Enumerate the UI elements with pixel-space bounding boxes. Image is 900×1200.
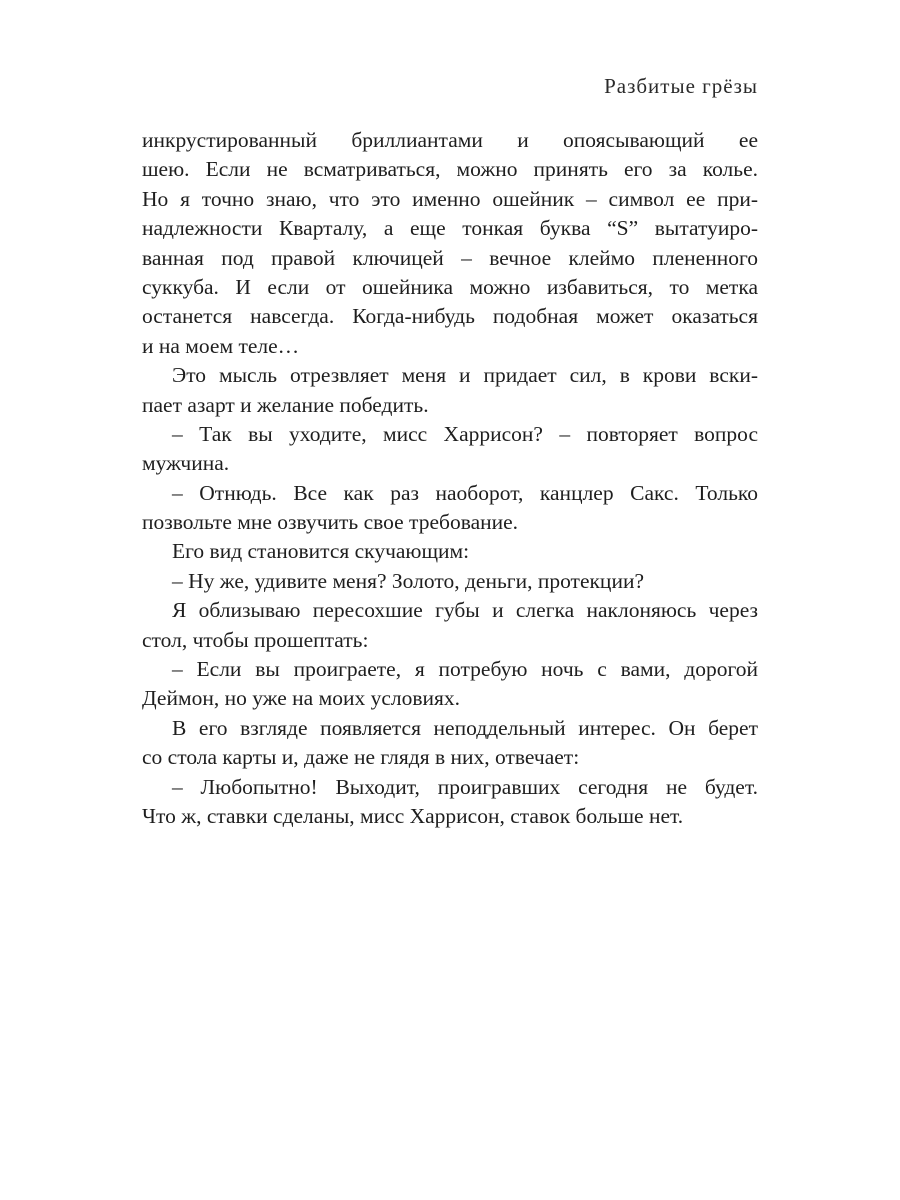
text-line: позвольте мне озвучить свое требование. (142, 510, 519, 535)
text-line: Я облизываю пересохшие губы и слегка наклоняюсь через (172, 598, 758, 623)
text-line: суккуба. И если от ошейника можно избавиться, то метка (142, 274, 758, 299)
text-line: Деймон, но уже на моих условиях. (142, 686, 461, 711)
text-line: – Любопытно! Выходит, проигравших сегодня не будет. (172, 774, 758, 799)
text-line: – Если вы проиграете, я потребую ночь с вами, дорогой (172, 657, 758, 682)
text-line: останется навсегда. Когда-нибудь подобная может оказаться (142, 304, 758, 329)
body-text (142, 126, 758, 831)
text-line: – Ну же, удивите меня? Золото, деньги, протекции? (172, 568, 644, 593)
text-line: стол, чтобы прошептать: (142, 627, 369, 652)
running-title: Разбитые грёзы (604, 74, 758, 98)
text-line: пает азарт и желание победить. (142, 392, 429, 417)
text-line: и на моем теле… (142, 333, 300, 358)
text-line: Но я точно знаю, что это именно ошейник – символ ее при- (142, 186, 758, 211)
text-line: Его вид становится скучающим: (172, 539, 470, 564)
text-line: надлежности Кварталу, а еще тонкая буква “S” вытатуиро- (142, 216, 758, 241)
text-line: шею. Если не всматриваться, можно принять его за колье. (142, 157, 758, 182)
text-line: – Отнюдь. Все как раз наоборот, канцлер Сакс. Только (172, 480, 758, 505)
text-line: В его взгляде появляется неподдельный интерес. Он берет (172, 715, 758, 740)
text-line: инкрустированный бриллиантами и опоясывающий ее (142, 128, 758, 152)
text-line: Это мысль отрезвляет меня и придает сил, в крови вски- (172, 363, 758, 388)
text-line: со стола карты и, даже не глядя в них, отвечает: (142, 745, 580, 770)
text-line: ванная под правой ключицей – вечное клеймо плененного (142, 245, 758, 270)
text-line: – Так вы уходите, мисс Харрисон? – повторяет вопрос (172, 421, 758, 446)
text-line: Что ж, ставки сделаны, мисс Харрисон, ставок больше нет. (142, 803, 684, 828)
text-line: мужчина. (142, 451, 230, 476)
